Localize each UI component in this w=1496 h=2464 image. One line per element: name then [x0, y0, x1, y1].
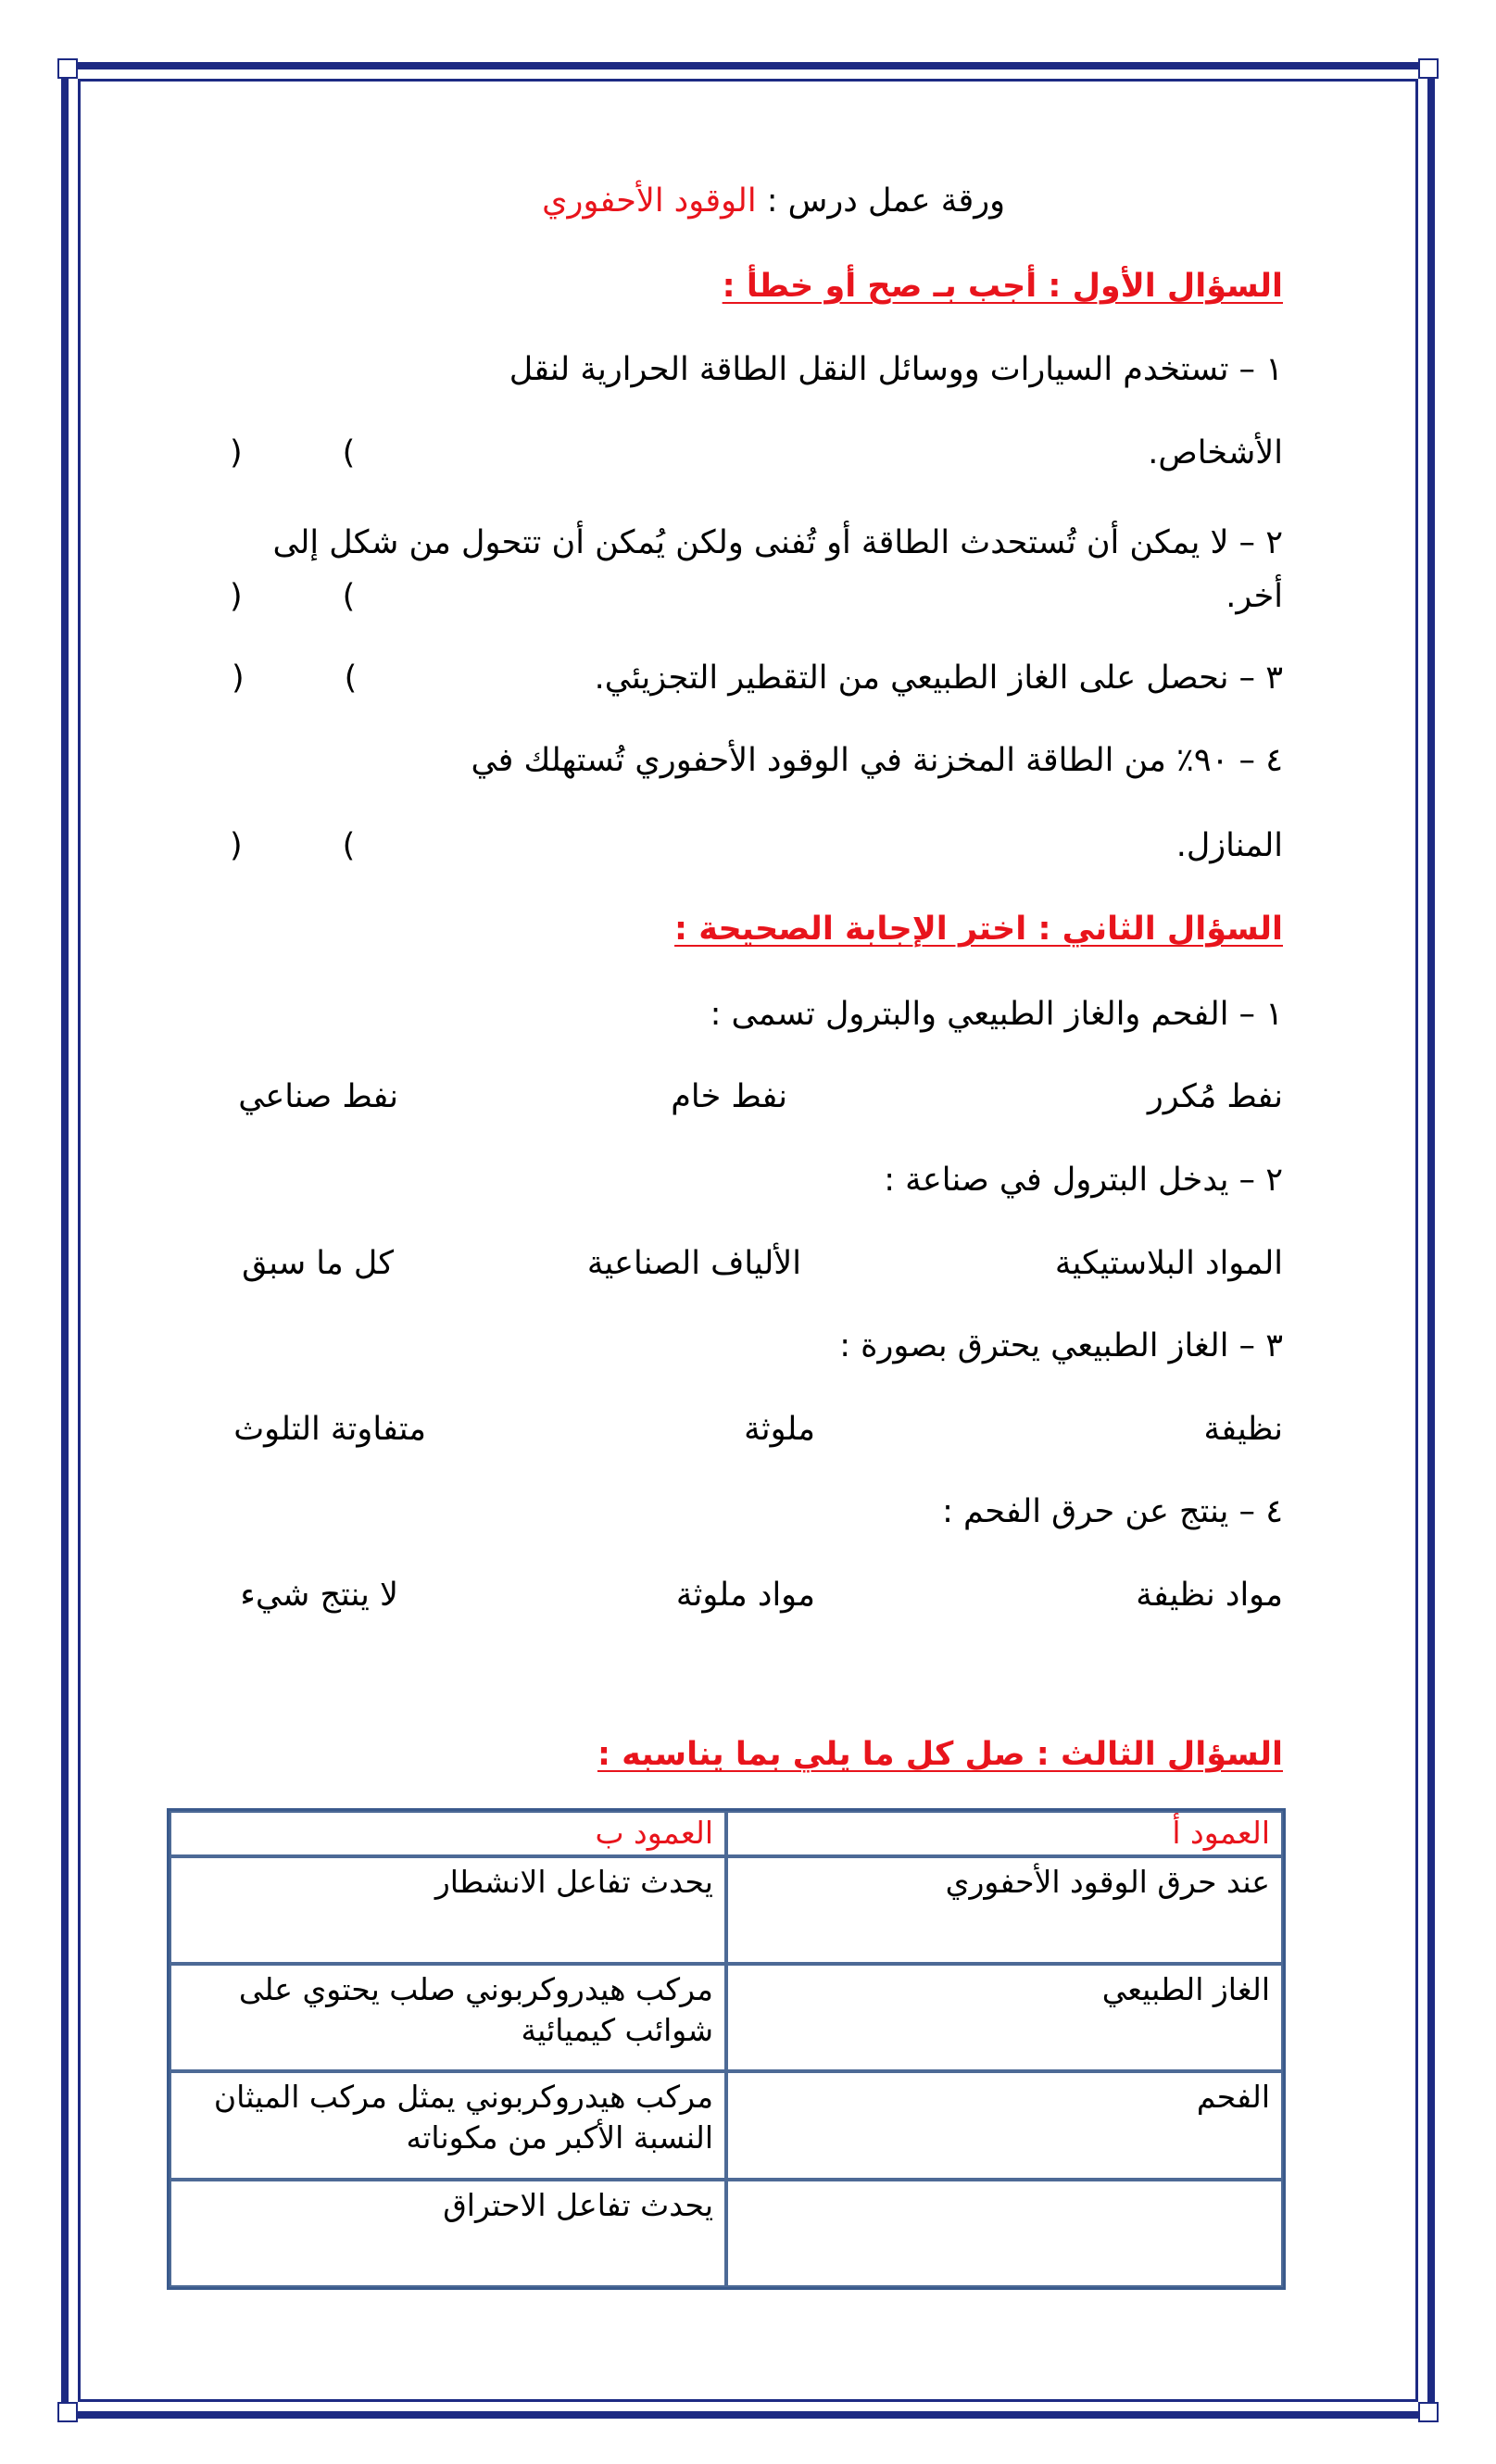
- q2-item1-option-c[interactable]: نفط صناعي: [238, 1078, 398, 1115]
- column-b-header: العمود ب: [170, 1811, 726, 1856]
- q1-item2-line2: أخر.: [1226, 578, 1283, 615]
- question3-heading: السؤال الثالث : صل كل ما يلي بما يناسبه :: [597, 1736, 1283, 1773]
- q2-item1-stem: ١ – الفحم والغاز الطبيعي والبترول تسمى :: [710, 996, 1283, 1033]
- q2-item3-option-a[interactable]: نظيفة: [1203, 1411, 1283, 1448]
- table-row: [170, 1964, 1283, 2071]
- title-prefix: ورقة عمل درس :: [766, 182, 1005, 220]
- q2-item1-option-a[interactable]: نفط مُكرر: [1147, 1078, 1283, 1115]
- q1-item4-line2: المنازل.: [1175, 827, 1283, 864]
- q2-item2-option-c[interactable]: كل ما سبق: [242, 1245, 394, 1282]
- q2-item4-option-c[interactable]: لا ينتج شيء: [240, 1577, 398, 1614]
- table-row: [170, 2180, 1283, 2287]
- q2-item4-option-a[interactable]: مواد نظيفة: [1136, 1577, 1283, 1614]
- worksheet-title: [542, 181, 1005, 221]
- column-a-cell[interactable]: عند حرق الوقود الأحفوري: [726, 1856, 1283, 1964]
- q1-item2-answer-blank[interactable]: ) (: [230, 578, 356, 615]
- question2-heading: السؤال الثاني : اختر الإجابة الصحيحة :: [674, 911, 1283, 948]
- q2-item3-option-b[interactable]: ملوثة: [744, 1411, 815, 1448]
- column-b-cell[interactable]: يحدث تفاعل الاحتراق: [170, 2180, 726, 2287]
- column-a-header: العمود أ: [726, 1811, 1283, 1856]
- q1-item1-line1: ١ – تستخدم السيارات ووسائل النقل الطاقة الحرارية لنقل: [509, 351, 1283, 388]
- q2-item2-stem: ٢ – يدخل البترول في صناعة :: [884, 1162, 1283, 1199]
- table-header-row: [170, 1811, 1283, 1856]
- column-a-cell[interactable]: [726, 2180, 1283, 2287]
- q2-item2-option-b[interactable]: الألياف الصناعية: [586, 1245, 801, 1282]
- q2-item3-option-c[interactable]: متفاوتة التلوث: [233, 1411, 426, 1448]
- column-b-cell[interactable]: مركب هيدروكربوني صلب يحتوي على شوائب كيميائية: [170, 1964, 726, 2071]
- q1-item1-line2: الأشخاص.: [1148, 434, 1283, 471]
- q1-item3-answer-blank[interactable]: ) (: [232, 660, 358, 697]
- q1-item4-answer-blank[interactable]: ) (: [230, 827, 356, 864]
- column-b-cell[interactable]: مركب هيدروكربوني يمثل مركب الميثان النسبة الأكبر من مكوناته: [170, 2071, 726, 2179]
- q1-item1-answer-blank[interactable]: ) (: [230, 434, 356, 471]
- column-a-cell[interactable]: الفحم: [726, 2071, 1283, 2179]
- q2-item3-stem: ٣ – الغاز الطبيعي يحترق بصورة :: [839, 1327, 1283, 1364]
- q1-item3-line1: ٣ – نحصل على الغاز الطبيعي من التقطير التجزيئي.: [594, 660, 1283, 697]
- column-b-cell[interactable]: يحدث تفاعل الانشطار: [170, 1856, 726, 1964]
- q2-item4-stem: ٤ – ينتج عن حرق الفحم :: [942, 1493, 1283, 1530]
- title-topic: الوقود الأحفوري: [542, 182, 757, 220]
- q1-item2-line1: ٢ – لا يمكن أن تُستحدث الطاقة أو تُفنى ولكن يُمكن أن تتحول من شكل إلى: [272, 524, 1283, 561]
- question1-heading: السؤال الأول : أجب بـ صح أو خطأ :: [722, 268, 1283, 305]
- table-row: [170, 2071, 1283, 2179]
- table-row: [170, 1856, 1283, 1964]
- q2-item4-option-b[interactable]: مواد ملوثة: [675, 1577, 815, 1614]
- q2-item1-option-b[interactable]: نفط خام: [671, 1078, 787, 1115]
- q1-item4-line1: ٤ – ٩٠٪ من الطاقة المخزنة في الوقود الأحفوري تُستهلك في: [471, 742, 1283, 779]
- matching-table: [167, 1808, 1286, 2290]
- q2-item2-option-a[interactable]: المواد البلاستيكية: [1054, 1245, 1283, 1282]
- column-a-cell[interactable]: الغاز الطبيعي: [726, 1964, 1283, 2071]
